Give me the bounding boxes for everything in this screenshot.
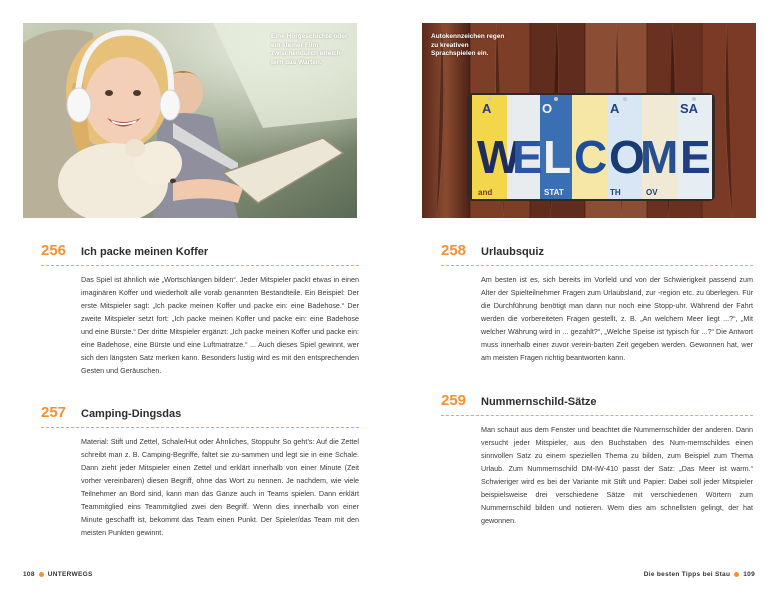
tip-title: Camping-Dingsdas <box>81 408 182 420</box>
plate-decor-text: and <box>478 188 493 197</box>
photo-welcome-plates <box>422 23 756 218</box>
page-number: 108 <box>23 571 35 578</box>
tip-header <box>441 241 753 266</box>
sign-letter: C <box>574 131 608 183</box>
tip-number: 257 <box>41 404 67 421</box>
page-number: 109 <box>743 571 755 578</box>
sign-letter: W <box>477 131 521 183</box>
sign-letter: O <box>609 131 645 183</box>
chapter-label: UNTERWEGS <box>47 571 93 578</box>
plate-decor-text: STAT <box>544 188 564 197</box>
tip-title: Urlaubsquiz <box>481 246 544 258</box>
tip-body: Am besten ist es, sich bereits im Vorfeld und von der Schwierigkeit passend zum Alter der Spielteilnehmer Fragen zum Urlaubsland, zur -region etc. zu überlegen. Für die Durchführung benötigt man dann nur noch eine Stopp-uhr. Während der Fahrt werden die vorbereiteten Fragen gestellt, z. B. „An welchem Meer liegt ...?“, „Mit welcher Währung wird in ... gezahlt?“, „Welche Speise ist typisch für ...?“ Die Antwort muss innerhalb einer zuvor verein-barten Zeit gegeben werden. Gewonnen hat, wer am meisten Fragen richtig beantworten kann. <box>481 275 753 362</box>
tip-title: Ich packe meinen Koffer <box>81 246 209 258</box>
sign-letter: L <box>543 131 572 183</box>
tip-257 <box>41 403 359 539</box>
tip-body: Man schaut aus dem Fenster und beachtet die Nummernschilder der anderen. Dann versucht jeder Mitspieler, aus den Buchstaben des Num-mernschildes einen sinnvollen Satz zu einem speziellen Thema zu bilden, zum Beispiel zum Thema Urlaub. Zum Nummernschild DM-IW-410 passt der Satz: „Das Meer ist warm.“ Schwieriger wird es bei der Variante mit Stift und Papier: Dabei soll jeder Mitspieler beispielsweise drei verschiedene Sätze mit verschiedenen Wörtern zum Nummernschild bilden und notieren. Wem dies am schnellsten gelingt, der hat gewonnen. <box>481 425 753 525</box>
plate-decor-text: A <box>610 101 620 116</box>
plate-decor-text: SA <box>680 101 699 116</box>
sign-letter: E <box>512 131 543 183</box>
sign-letter: E <box>680 131 711 183</box>
tip-title: Nummernschild-Sätze <box>481 396 597 408</box>
photo-caption: Autokennzeichen regen zu kreativen Sprachspielen ein. <box>431 33 505 57</box>
chapter-label: Die besten Tipps bei Stau <box>643 571 731 578</box>
sign-letter: M <box>640 131 679 183</box>
page-footer-left <box>23 571 93 578</box>
tip-header <box>41 241 359 266</box>
bullet-icon <box>734 572 739 577</box>
right-page <box>389 0 778 600</box>
tip-259 <box>441 391 753 527</box>
page-footer-right <box>644 571 755 578</box>
photo-children-in-car <box>23 23 357 218</box>
tip-body: Das Spiel ist ähnlich wie „Wortschlangen bilden“. Jeder Mitspieler packt etwas in einen imaginären Koffer und wiederholt alle vorab genannten Bestandteile. Ein Beispiel: Der erste Mitspieler sagt: „Ich packe meinen Koffer und packe ein: eine Badehose.“ Der zweite Mitspieler setzt fort: „Ich packe meinen Koffer und packe ein: eine Badehose und eine Bürste.“ Der dritte Mitspieler ergänzt: „Ich packe meinen Koffer und packe ein: eine Badehose, eine Bürste und eine Luftmatratze.“ ... Auch dieses Spiel gewinnt, wer sich den längsten Satz merken kann. Besonders lustig wird es mit den entsprechenden Gesten und Geräuschen. <box>81 275 359 375</box>
plate-decor-text: TH <box>610 188 621 197</box>
tip-258 <box>441 241 753 364</box>
tip-256 <box>41 241 359 377</box>
bullet-icon <box>39 572 44 577</box>
tip-body: Material: Stift und Zettel, Schale/Hut oder Ähnliches, Stoppuhr So geht’s: Auf die Zettel schreibt man z. B. Camping-Begriffe, faltet sie zu-sammen und legt sie in eine Schale. Dann zieht jeder Mitspieler einen Zettel und erklärt innerhalb von einer Minute (Zeit vorher vereinbaren) diesen Begriff, ohne das Wort zu nennen. Je nachdem, wie viele Teilnehmer an Bord sind, kann man das Ganze auch in Teams spielen. Dann erklärt Teammitglied eins Teammitglied zwei den Begriff. Wenn dies innerhalb von einer Minute geschafft ist, bekommt das Team einen Punkt. Der Spieler/das Team mit den meisten Punkten gewinnt. <box>81 437 359 537</box>
plate-decor-text: A <box>482 101 492 116</box>
tip-number: 256 <box>41 242 67 259</box>
tip-number: 258 <box>441 242 467 259</box>
plate-decor-text: OV <box>646 188 658 197</box>
plate-decor-text: O <box>542 101 553 116</box>
tip-number: 259 <box>441 392 467 409</box>
photo-caption: Eine Hörgeschichte oder ein kleiner Film zwischendurch erleich-tern das Warten. <box>271 33 348 66</box>
tip-header <box>441 391 753 416</box>
tip-header <box>41 403 359 428</box>
